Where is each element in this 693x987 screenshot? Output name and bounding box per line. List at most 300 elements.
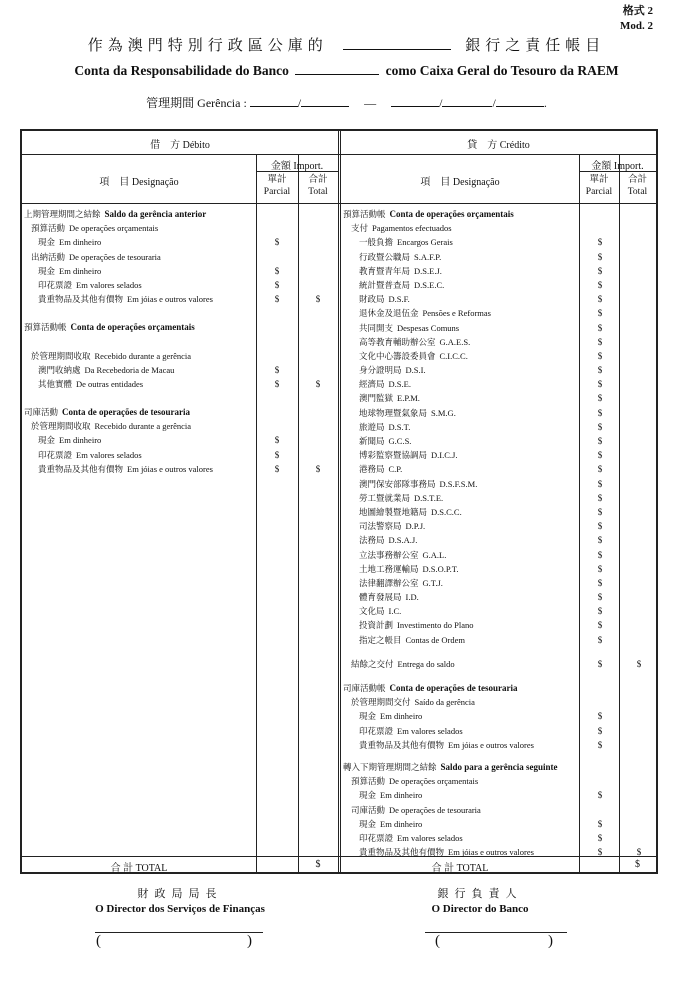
credit-row [343,434,656,448]
row-label-pt: De operações orçamentais [389,776,479,787]
row-label [343,776,478,786]
row-label-zh: 上期管理期間之結餘 [24,209,101,219]
credit-row [343,420,656,434]
credit-row [343,335,656,349]
credit-row [343,491,656,505]
row-label-zh: 澳門收納處 [38,364,81,375]
row-label-pt: Em dinheiro [380,711,423,722]
row-label [343,252,441,262]
row-label-pt: Em dinheiro [59,435,102,446]
row-label-zh: 貴重物品及其他有價物 [38,463,124,474]
row-label-pt: Conta de operações de tesouraria [62,407,190,418]
row-label-zh: 司庫活動 [24,407,59,418]
total-amount[interactable]: $ [315,294,321,305]
row-label-pt: Em valores selados [76,279,142,290]
parcial-amount[interactable]: $ [597,606,603,617]
row-label [343,379,411,389]
parcial-amount[interactable]: $ [597,350,603,361]
row-label-pt: D.P.J. [405,521,426,532]
row-label [343,223,452,233]
row-label-pt: D.S.I. [405,365,426,376]
row-label-pt: Investimento do Plano [397,620,474,631]
parcial-amount[interactable]: $ [597,436,603,446]
signature-finance-director [60,885,300,915]
row-label [24,379,143,389]
debit-row [24,292,338,306]
row-label [343,564,459,574]
row-label-pt: D.S.E.C. [414,279,445,290]
total-pt: Total [627,187,648,197]
credit-total-value: $ [635,859,640,870]
row-label-pt: Da Recebedoria de Macau [84,364,175,375]
row-label [343,697,475,707]
row-label-zh: 法務局 [359,535,385,546]
credit-row [343,448,656,462]
row-label-pt: Pagamentos efectuados [372,223,452,234]
credit-row [343,738,656,752]
row-label-pt: Recebido durante a gerência [94,350,192,361]
row-label-pt: Recebido durante a gerência [94,421,192,432]
debit-row [24,278,338,292]
row-label-pt: D.S.F.S.M. [439,478,478,489]
end-month-blank[interactable] [442,94,492,107]
row-label-pt: D.I.C.J. [431,450,458,461]
range-dash: — [364,96,377,110]
total-pt: Total [308,187,328,197]
parcial-amount[interactable]: $ [597,294,603,305]
row-label [343,436,411,446]
parcial-amount[interactable]: $ [274,364,280,375]
parcial-amount[interactable]: $ [274,463,280,474]
row-label-pt: Contas de Ordem [405,634,466,645]
signature-title-pt: O Director do Banco [431,903,529,915]
bank-name-blank-zh[interactable] [343,37,451,50]
row-label-pt: Em jóias e outros valores [127,463,213,474]
row-label-zh: 財政局 [359,294,385,305]
row-label [24,435,101,445]
signature-title-zh: 財政局局長 [137,888,223,900]
row-label [343,790,422,800]
credit-row [343,391,656,405]
row-label-pt: Em dinheiro [380,818,423,829]
parcial-amount[interactable]: $ [274,279,280,290]
row-label [24,237,101,247]
credit-row [343,590,656,604]
parcial-amount[interactable]: $ [274,294,280,305]
gerencia-label: 管理期間 Gerência : [146,96,247,110]
debit-row [24,419,338,433]
row-label-zh: 勞工暨就業局 [359,492,411,503]
row-label-zh: 司庫活動 [351,804,386,815]
row-label-zh: 統計暨普查局 [359,279,411,290]
parcial-amount[interactable]: $ [597,739,603,750]
row-label-zh: 身分證明局 [359,365,402,376]
title-portuguese [0,62,693,79]
parcial-amount[interactable]: $ [597,592,603,603]
debit-row [24,207,338,221]
parcial-amount[interactable]: $ [597,577,603,588]
row-label-pt: D.S.F. [388,294,410,305]
signature-line[interactable] [95,932,263,933]
parcial-amount[interactable]: $ [597,790,603,801]
row-label-zh: 新聞局 [359,436,385,446]
row-label [24,252,161,262]
row-label [343,266,442,276]
parcial-amount[interactable]: $ [597,365,603,376]
row-label [343,659,455,669]
row-label-zh: 司庫活動帳 [343,683,386,693]
row-label-zh: 預算活動 [351,776,386,787]
parcial-amount[interactable]: $ [597,450,603,461]
credit-row [343,349,656,363]
parcial-amount[interactable]: $ [274,237,280,248]
parcial-amount[interactable]: $ [597,464,603,475]
credit-row [343,724,656,738]
row-label-zh: 結餘之交付 [351,658,394,669]
credit-row [343,519,656,533]
credit-row [343,774,656,788]
debit-row [24,363,338,377]
row-label [343,606,401,616]
debit-rows [24,207,338,476]
parcial-amount[interactable]: $ [597,620,603,631]
credit-row [343,264,656,278]
credit-row [343,817,656,831]
total-amount[interactable]: $ [315,378,321,389]
row-label-pt: Em dinheiro [59,265,102,276]
signature-title-zh: 銀行負責人 [437,888,523,900]
row-label-pt: De operações orçamentais [69,223,159,234]
name-paren-open: ( [96,933,101,949]
end-day-blank[interactable] [391,94,439,107]
parcial-amount[interactable]: $ [597,847,603,858]
row-label-zh: 支付 [351,223,369,234]
row-label [24,464,213,474]
row-label-zh: 教育暨青年局 [359,265,411,276]
row-label-pt: D.S.C.C. [431,506,462,517]
bank-name-blank-pt[interactable] [295,62,379,75]
parcial-amount[interactable]: $ [597,492,603,503]
signature-line[interactable] [425,932,567,933]
total-amount[interactable]: $ [636,847,642,858]
total-amount[interactable]: $ [315,463,321,474]
debit-total-label: 合 計 TOTAL [110,863,168,874]
row-label-pt: Em dinheiro [380,790,423,801]
credit-row [343,695,656,709]
row-label [24,351,191,361]
row-label-zh: 一般負擔 [359,237,394,248]
debit-row [24,235,338,249]
row-label-pt: E.P.M. [397,393,420,404]
row-label [343,819,422,829]
row-label-pt: Em jóias e outros valores [127,294,213,305]
row-label-pt: De operações de tesouraria [69,251,161,262]
row-label-pt: S.A.F.P. [414,251,442,262]
row-label [343,280,444,290]
row-label-zh: 預算活動 [31,223,66,234]
title-zh-before: 作為澳門特別行政區公庫的 [87,38,328,54]
name-paren-close: ) [247,933,252,949]
row-label-pt: D.S.E.J. [414,265,442,276]
title-pt-before: Conta da Responsabilidade do Banco [74,63,289,78]
debit-col-parcial [256,174,298,198]
credit-row [343,292,656,306]
row-label-zh: 現金 [38,435,56,446]
row-label [343,323,459,333]
row-label-zh: 貴重物品及其他有價物 [38,294,124,305]
row-label-pt: Conta de operações de tesouraria [389,683,518,693]
row-label [343,393,420,403]
parcial-amount[interactable]: $ [597,407,603,418]
parcial-amount[interactable]: $ [597,658,603,669]
total-amount[interactable]: $ [636,658,642,669]
parcial-amount[interactable]: $ [597,421,603,432]
row-label [343,578,443,588]
row-label-pt: Saído da gerência [414,697,475,708]
row-label [343,351,468,361]
credit-row [343,633,656,647]
separator: / [297,96,302,110]
debit-row [24,433,338,447]
parcial-amount[interactable]: $ [274,378,280,389]
row-label [343,550,446,560]
credit-row [343,845,656,859]
row-label [24,266,101,276]
credit-row [343,477,656,491]
row-label-zh: 港務局 [359,464,385,475]
parcial-amount[interactable]: $ [597,725,603,736]
parcial-amount[interactable]: $ [597,322,603,333]
row-label [24,450,142,460]
debit-row [24,250,338,264]
credit-row [343,788,656,802]
parcial-amount[interactable]: $ [597,506,603,517]
credit-row [343,709,656,723]
debit-row [24,448,338,462]
parcial-amount[interactable]: $ [597,478,603,489]
row-label-pt: Em valores selados [397,832,463,843]
row-label-pt: I.C. [388,606,402,617]
parcial-amount[interactable]: $ [597,336,603,347]
credit-row [343,562,656,576]
debit-header: 借 方 Débito [150,140,210,151]
parcial-amount[interactable]: $ [597,265,603,276]
row-label [24,294,213,304]
account-table [20,129,658,874]
credit-col-total [619,174,656,198]
credit-row [343,604,656,618]
row-label-zh: 澳門監獄 [359,393,394,404]
row-label [24,223,158,233]
row-label-pt: Entrega do saldo [397,658,455,669]
credit-row [343,363,656,377]
row-label-zh: 澳門保安部隊事務局 [359,478,436,489]
row-label [343,521,425,531]
debit-total-value: $ [315,859,321,870]
credit-rows [343,207,656,859]
row-label [24,365,174,375]
row-label-pt: Conta de operações orçamentais [389,209,514,219]
row-label-zh: 現金 [359,818,377,829]
row-label-pt: De outras entidades [76,378,144,389]
credit-row [343,306,656,320]
parcial-amount[interactable]: $ [597,549,603,560]
credit-col-designacao: 項 目 Designação [420,177,500,188]
parcial-pt: Parcial [263,187,291,197]
parcial-zh: 單計 [589,175,609,185]
row-label-zh: 預算活動帳 [343,209,386,219]
row-label-pt: Saldo para a gerência seguinte [440,761,558,772]
row-label-pt: D.S.A.J. [388,535,418,546]
debit-col-import: 金額 Import. [270,161,324,172]
row-label-zh: 經濟局 [359,379,385,390]
row-label-zh: 共同開支 [359,322,394,333]
start-month-blank[interactable] [301,94,349,107]
row-label-pt: I.D. [405,592,419,603]
credit-row [343,576,656,590]
row-label-zh: 現金 [359,790,377,801]
row-label-zh: 於管理期間收取 [31,421,91,432]
row-label [24,280,142,290]
debit-row [24,349,338,363]
row-label-zh: 旅遊局 [359,421,385,432]
row-label-zh: 立法事務辦公室 [359,549,419,560]
parcial-amount[interactable]: $ [597,379,603,390]
row-label [343,408,456,418]
end-year-blank[interactable] [496,94,544,107]
gerencia-period [0,94,693,111]
credit-row [343,377,656,391]
row-label [343,493,443,503]
row-label-pt: Encargos Gerais [397,237,453,248]
parcial-amount[interactable]: $ [274,435,280,446]
credit-row [343,406,656,420]
row-label [24,421,191,431]
row-label-zh: 文化中心籌設委員會 [359,350,436,361]
debit-row [24,462,338,476]
row-label-pt: D.S.E. [388,379,411,390]
credit-row [343,831,656,845]
credit-row [343,207,656,221]
row-label-zh: 博彩監察暨協調局 [359,450,428,461]
credit-row [343,533,656,547]
row-label-pt: C.I.C.C. [439,350,468,361]
parcial-amount[interactable]: $ [274,265,280,276]
row-label-pt: Em valores selados [76,449,142,460]
row-label-pt: De operações de tesouraria [389,804,481,815]
parcial-amount[interactable]: $ [597,832,603,843]
row-label-pt: Despesas Comuns [397,322,460,333]
credit-row [343,462,656,476]
row-label-pt: C.P. [388,464,403,475]
parcial-amount[interactable]: $ [597,279,603,290]
parcial-amount[interactable]: $ [597,308,603,319]
parcial-amount[interactable]: $ [597,711,603,722]
row-label [343,308,491,318]
row-label-pt: Conta de operações orçamentais [70,322,195,333]
row-label [343,294,410,304]
parcial-amount[interactable]: $ [274,449,280,460]
row-label-zh: 司法警察局 [359,521,402,532]
parcial-amount[interactable]: $ [597,563,603,574]
row-label [343,635,465,645]
row-label-zh: 印花票證 [38,449,73,460]
parcial-amount[interactable]: $ [597,251,603,262]
debit-row [24,405,338,419]
row-label [343,805,481,815]
row-label [24,209,206,219]
title-zh-after: 銀行之責任帳目 [465,38,606,54]
credit-row [343,235,656,249]
row-label-zh: 地球物理暨氣象局 [359,407,428,418]
row-label-zh: 投資計劃 [359,620,394,631]
credit-row [343,681,656,695]
row-label-pt: Saldo da gerência anterior [104,209,207,219]
period-end: . [543,96,547,110]
total-zh: 合計 [627,175,647,185]
row-label-pt: D.S.O.P.T. [422,563,459,574]
form-code-zh: 格式 2 [622,5,653,17]
parcial-amount[interactable]: $ [597,237,603,248]
credit-row [343,803,656,817]
title-pt-after: como Caixa Geral do Tesouro da RAEM [385,63,619,78]
row-label-zh: 地圖繪製暨地籍局 [359,506,428,517]
parcial-amount[interactable]: $ [597,634,603,645]
debit-row [24,221,338,235]
row-label [343,847,534,857]
credit-row [343,760,656,774]
row-label-zh: 貴重物品及其他有價物 [359,847,445,858]
row-label [343,479,477,489]
row-label-zh: 印花票證 [359,725,394,736]
form-code-pt: Mod. 2 [620,20,653,32]
row-label-pt: Em jóias e outros valores [448,847,534,858]
parcial-zh: 單計 [267,175,287,185]
row-label [343,464,402,474]
start-day-blank[interactable] [250,94,298,107]
row-label-zh: 文化局 [359,606,385,617]
debit-row [24,320,338,334]
row-label-zh: 於管理期間交付 [351,697,411,708]
debit-col-designacao: 項 目 Designação [99,177,179,188]
separator: / [492,96,496,110]
row-label-pt: G.A.L. [422,549,447,560]
row-label-zh: 預算活動帳 [24,322,67,333]
row-label-zh: 印花票證 [359,832,394,843]
row-label-zh: 指定之帳目 [359,634,402,645]
row-label [24,322,195,332]
parcial-amount[interactable]: $ [597,393,603,404]
signature-bank-director [380,885,580,915]
row-label-pt: S.M.G. [431,407,456,418]
credit-row [343,321,656,335]
row-label-zh: 土地工務運輸局 [359,563,419,574]
row-label-zh: 貴重物品及其他有價物 [359,739,445,750]
credit-row [343,618,656,632]
parcial-amount[interactable]: $ [597,535,603,546]
row-label-pt: Em jóias e outros valores [448,739,534,750]
parcial-amount[interactable]: $ [597,521,603,532]
row-label-zh: 轉入下期管理期間之結餘 [343,761,437,772]
row-label [343,237,453,247]
row-label-zh: 退休金及退伍金 [359,308,419,319]
row-label [343,711,422,721]
separator: / [439,96,443,110]
row-label [343,726,463,736]
row-label-zh: 現金 [38,265,56,276]
parcial-amount[interactable]: $ [597,818,603,829]
credit-row [343,250,656,264]
